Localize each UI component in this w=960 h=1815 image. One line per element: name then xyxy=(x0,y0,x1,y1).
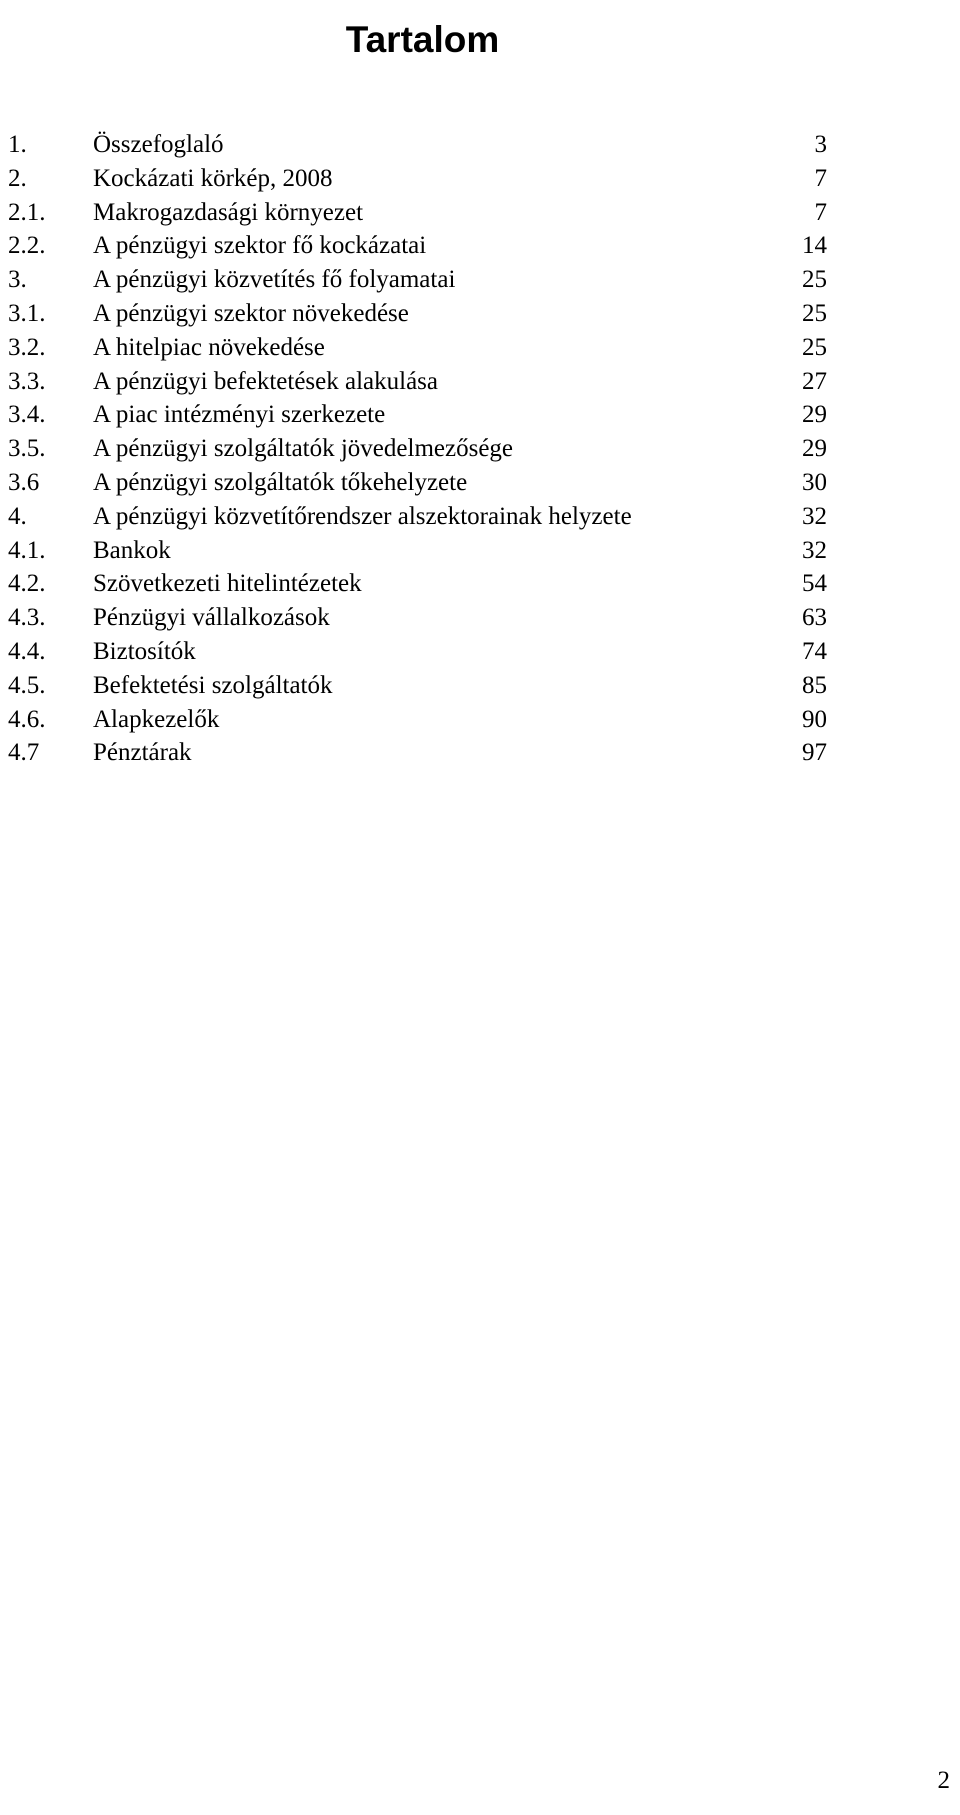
toc-entry xyxy=(0,601,960,635)
toc-entry-title: Kockázati körkép, 2008 xyxy=(93,164,333,192)
toc-entry-title: Pénzügyi vállalkozások xyxy=(93,604,330,632)
toc-entry-number: 1. xyxy=(8,131,27,158)
toc-entry xyxy=(0,534,960,568)
toc-entry-page: 32 xyxy=(802,502,827,530)
toc-entry-title: A pénzügyi szektor fő kockázatai xyxy=(93,232,427,260)
toc-entry-title: A pénzügyi szolgáltatók tőkehelyzete xyxy=(93,468,468,496)
toc-entry-page: 90 xyxy=(802,705,827,733)
toc-entry-number: 2.2. xyxy=(8,232,46,260)
toc-entry xyxy=(0,196,960,230)
toc-entry xyxy=(0,466,960,500)
toc-entry-number: 4.3. xyxy=(8,604,46,632)
toc-entry-number: 3.1. xyxy=(8,299,46,327)
toc-entry xyxy=(0,331,960,365)
toc-entry-page: 74 xyxy=(802,637,827,665)
toc-entry xyxy=(0,365,960,399)
toc-entry-page: 29 xyxy=(802,401,827,429)
toc-entry-page: 97 xyxy=(802,739,827,767)
toc-entry-page: 14 xyxy=(802,232,827,260)
toc-entry-title: A pénzügyi közvetítőrendszer alszektorainak helyzete xyxy=(93,502,632,530)
toc-entry-page: 30 xyxy=(802,468,827,496)
toc-entry-number: 4.5. xyxy=(8,671,46,699)
page-number: 2 xyxy=(937,1767,950,1794)
toc-entry-title: A pénzügyi szolgáltatók jövedelmezősége xyxy=(93,435,514,463)
toc-entry-title: A piac intézményi szerkezete xyxy=(93,401,386,429)
toc-entry xyxy=(0,162,960,196)
toc-entry-number: 3.3. xyxy=(8,367,46,395)
toc-entry-page: 25 xyxy=(802,266,827,294)
toc-entry-page: 27 xyxy=(802,367,827,395)
page-title: Tartalom xyxy=(345,18,500,60)
toc-entry-page: 54 xyxy=(802,570,827,598)
toc-entry-title: Szövetkezeti hitelintézetek xyxy=(93,570,362,598)
toc-entry-title: Biztosítók xyxy=(93,637,196,665)
toc-entry-number: 3.4. xyxy=(8,401,46,429)
toc-entry xyxy=(0,128,960,162)
toc-entry xyxy=(0,297,960,331)
table-of-contents xyxy=(0,128,960,770)
toc-entry-title: A pénzügyi szektor növekedése xyxy=(93,299,409,327)
toc-entry-page: 32 xyxy=(802,536,827,564)
toc-entry-number: 3. xyxy=(8,266,27,294)
toc-entry-number: 4. xyxy=(8,502,27,530)
toc-entry-title: A pénzügyi közvetítés fő folyamatai xyxy=(93,266,456,294)
toc-entry xyxy=(0,432,960,466)
toc-entry-number: 4.4. xyxy=(8,637,46,665)
toc-entry xyxy=(0,669,960,703)
toc-entry xyxy=(0,736,960,770)
toc-entry xyxy=(0,229,960,263)
toc-entry-page: 7 xyxy=(814,164,827,192)
toc-entry-page: 7 xyxy=(814,198,827,226)
toc-entry-title: Bankok xyxy=(93,536,171,564)
toc-entry-number: 3.5. xyxy=(8,435,46,463)
toc-entry xyxy=(0,635,960,669)
toc-entry-page: 25 xyxy=(802,333,827,361)
toc-entry-number: 4.6. xyxy=(8,705,46,733)
toc-entry-title: A hitelpiac növekedése xyxy=(93,333,325,361)
toc-entry-page: 25 xyxy=(802,299,827,327)
toc-entry-title: Alapkezelők xyxy=(93,705,220,733)
toc-entry xyxy=(0,567,960,601)
toc-entry-title: Makrogazdasági környezet xyxy=(93,198,364,226)
toc-entry-page: 3 xyxy=(814,131,827,158)
toc-entry-number: 4.7 xyxy=(8,739,40,767)
toc-entry xyxy=(0,500,960,534)
toc-entry-page: 63 xyxy=(802,604,827,632)
toc-entry-page: 29 xyxy=(802,435,827,463)
toc-entry xyxy=(0,398,960,432)
toc-entry-number: 4.2. xyxy=(8,570,46,598)
toc-entry-title: A pénzügyi befektetések alakulása xyxy=(93,367,438,395)
toc-entry-title: Befektetési szolgáltatók xyxy=(93,671,333,699)
toc-entry-number: 3.6 xyxy=(8,468,40,496)
toc-entry xyxy=(0,703,960,737)
toc-entry-number: 3.2. xyxy=(8,333,46,361)
toc-entry-title: Összefoglaló xyxy=(93,131,224,158)
toc-entry-page: 85 xyxy=(802,671,827,699)
toc-entry-number: 2.1. xyxy=(8,198,46,226)
toc-entry-title: Pénztárak xyxy=(93,739,192,767)
toc-entry-number: 2. xyxy=(8,164,27,192)
toc-entry-number: 4.1. xyxy=(8,536,46,564)
toc-entry xyxy=(0,263,960,297)
